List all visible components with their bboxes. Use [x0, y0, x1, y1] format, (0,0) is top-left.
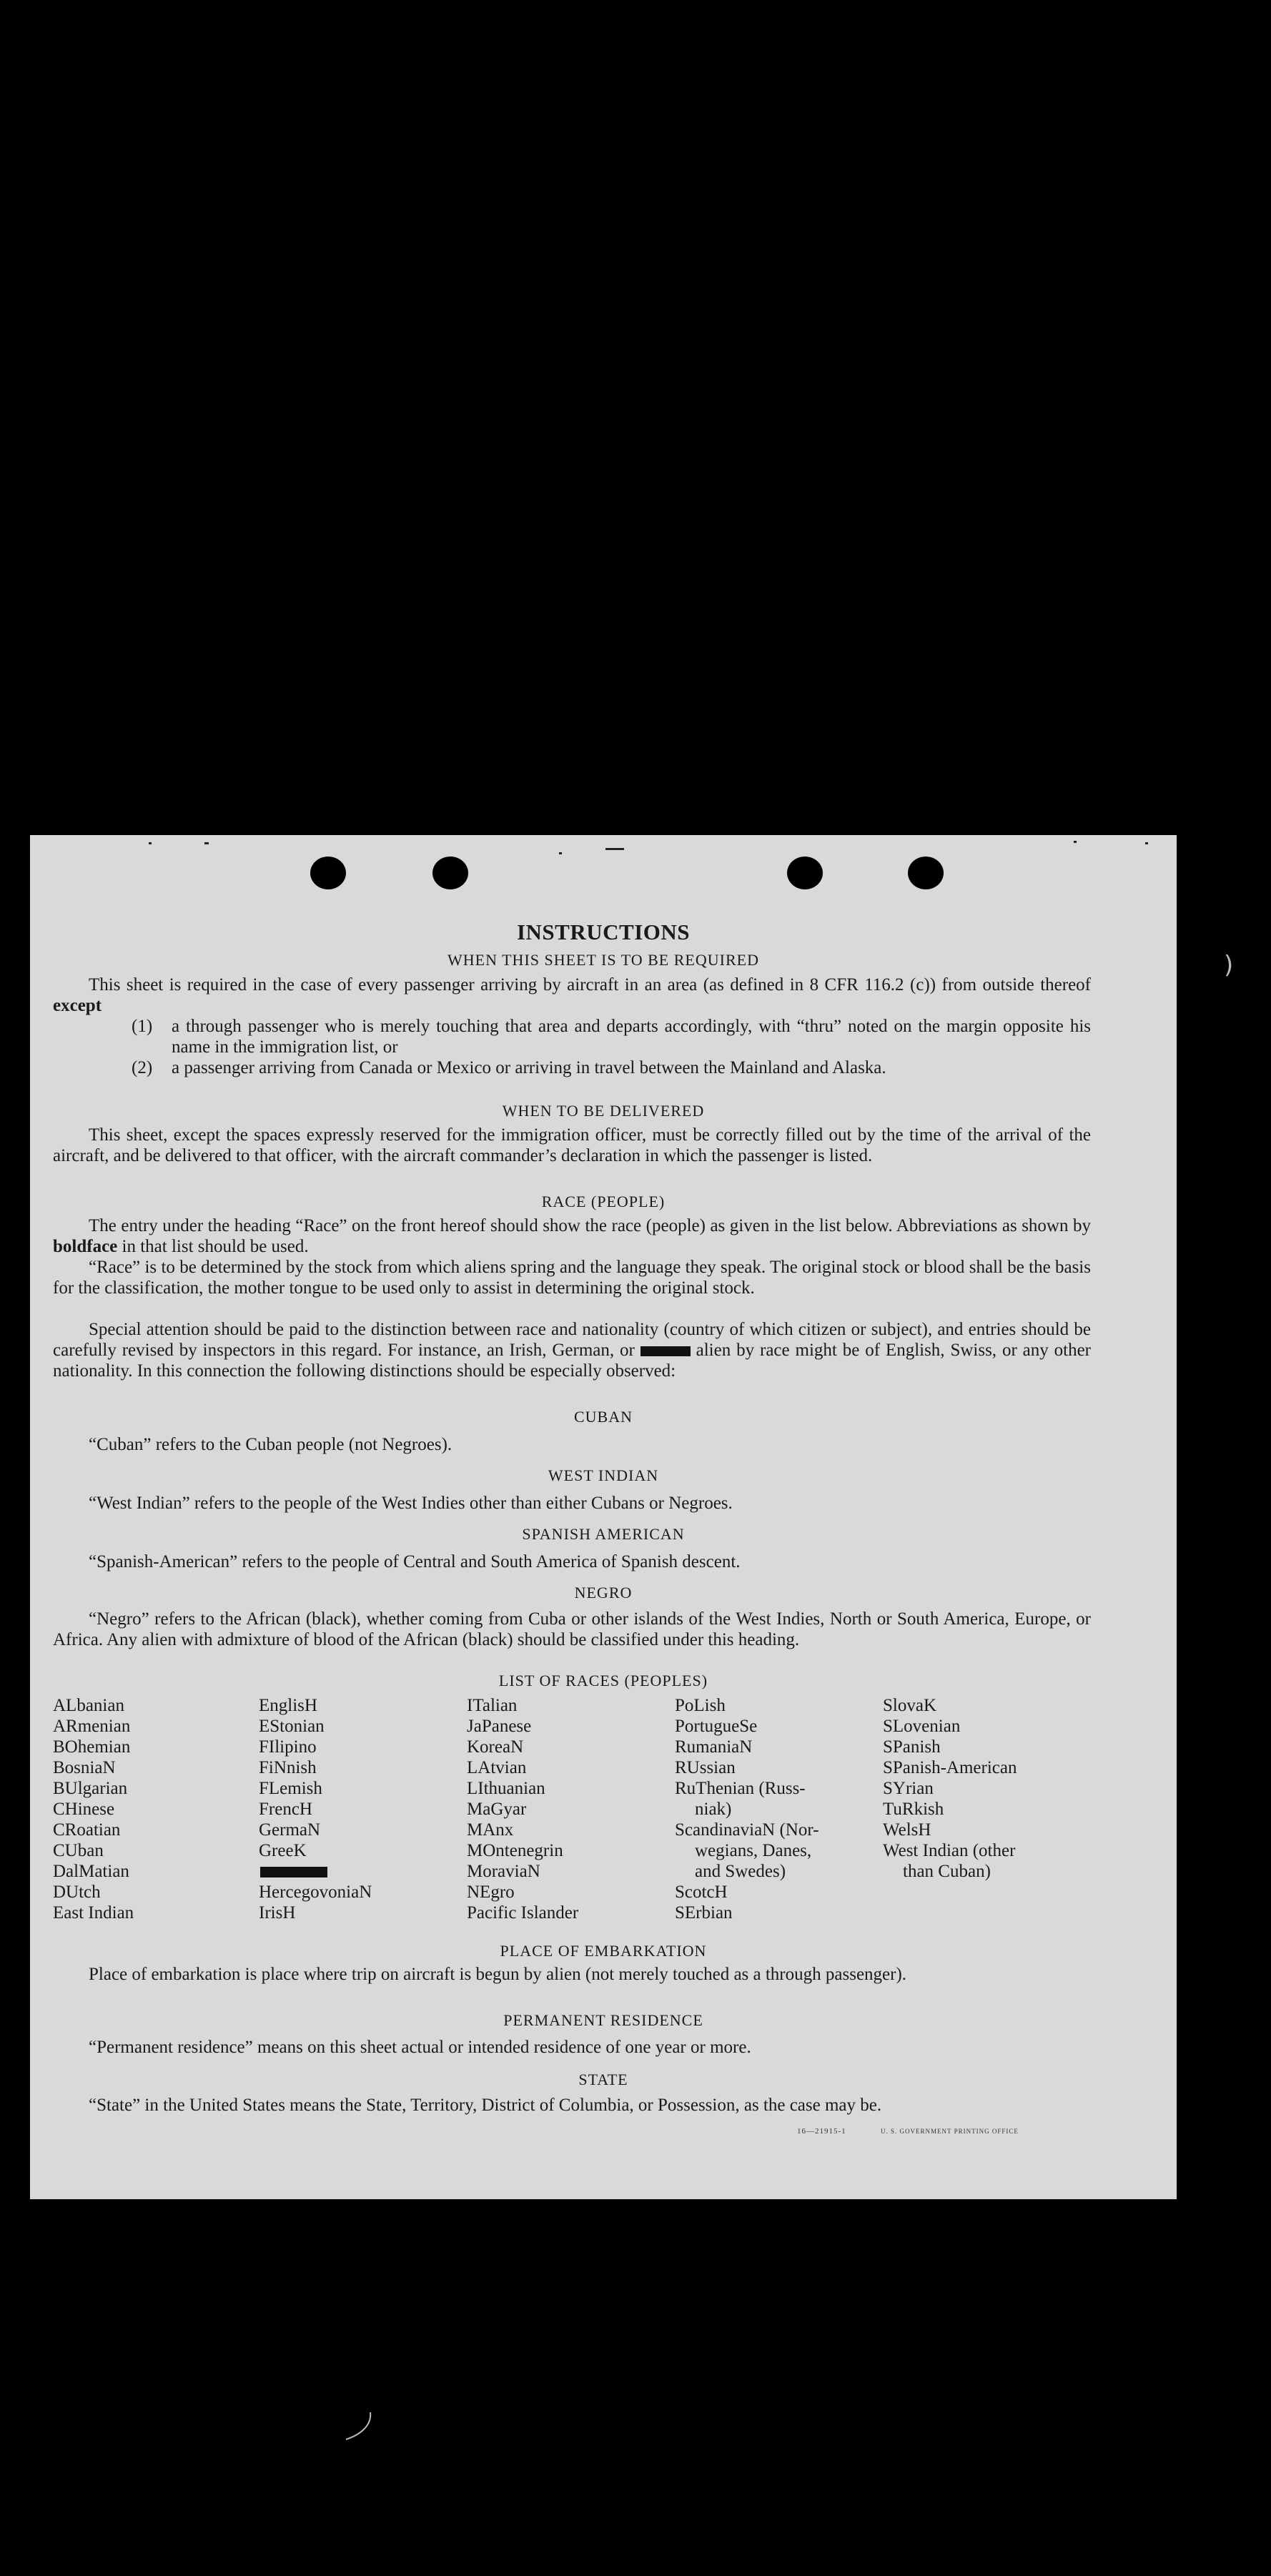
section-heading-permanent-residence: PERMANENT RESIDENCE	[503, 2011, 703, 2029]
race-list-item: IrisH	[259, 1903, 296, 1923]
race-list-column	[53, 1695, 134, 1923]
race-list-item: SLovenian	[883, 1717, 961, 1736]
race-paragraph: “Race” is to be determined by the stock from which aliens spring and the language they speak. The original stock or blood shall be the basis for the classification, the mother tongue to be used only to assist in determining the original stock.	[53, 1258, 1091, 1298]
redaction-mark	[259, 1861, 372, 1882]
race-list-item: MoraviaN	[467, 1862, 540, 1881]
form-number: 16—21915-1	[797, 2127, 846, 2136]
race-list-item: West Indian (other	[883, 1841, 1016, 1860]
section-heading-when-delivered: WHEN TO BE DELIVERED	[502, 1102, 705, 1120]
race-list-item: FiNnish	[259, 1758, 317, 1777]
negro-text: “Negro” refers to the African (black), whether coming from Cuba or other islands of the West Indies, North or South America, Europe, or Africa. Any alien with admixture of blood of the African (black) should be classified under this heading.	[53, 1609, 1091, 1649]
when-required-intro: This sheet is required in the case of every passenger arriving by aircraft in an area (as defined in 8 CFR 116.2 (c)) from outside thereof except	[53, 975, 1091, 1015]
race-list-item: than Cuban)	[903, 1862, 991, 1881]
race-list-item: SErbian	[675, 1903, 733, 1923]
scan-artifact: )	[1224, 951, 1234, 979]
race-list-item: FrencH	[259, 1800, 312, 1819]
redaction-mark	[641, 1346, 691, 1356]
race-list-item: MaGyar	[467, 1800, 527, 1819]
race-list-item: MAnx	[467, 1820, 514, 1840]
race-list-item: MOntenegrin	[467, 1841, 563, 1860]
speck	[559, 852, 562, 854]
race-list-item: DalMatian	[53, 1862, 129, 1881]
punch-hole	[908, 857, 944, 889]
race-list-item: LIthuanian	[467, 1779, 545, 1798]
race-list-item: EnglisH	[259, 1696, 317, 1715]
printer-imprint: U. S. GOVERNMENT PRINTING OFFICE	[881, 2128, 1019, 2135]
section-heading-cuban: CUBAN	[573, 1408, 633, 1426]
document-title: INSTRUCTIONS	[516, 919, 690, 944]
race-list-item: wegians, Danes,	[695, 1841, 812, 1860]
race-list-item: PoLish	[675, 1696, 726, 1715]
speck	[605, 848, 624, 850]
race-list-item: HercegovoniaN	[259, 1882, 372, 1902]
race-list-item: BOhemian	[53, 1737, 131, 1757]
spanish-american-text: “Spanish-American” refers to the people of Central and South America of Spanish descent.	[89, 1552, 741, 1571]
race-list-item: CUban	[53, 1841, 104, 1860]
section-heading-list-of-races: LIST OF RACES (PEOPLES)	[498, 1672, 708, 1689]
race-list-column	[259, 1695, 372, 1923]
race-list-item: RumaniaN	[675, 1737, 753, 1757]
race-list-item: GreeK	[259, 1841, 307, 1860]
section-heading-spanish-american: SPANISH AMERICAN	[522, 1525, 685, 1543]
race-list-item: SPanish	[883, 1737, 941, 1757]
race-paragraph: The entry under the heading “Race” on the front hereof should show the race (people) as given in the list below. Abbreviations as shown by boldface in that list should be used.	[53, 1216, 1091, 1256]
race-list-column	[675, 1695, 819, 1923]
permanent-residence-text: “Permanent residence” means on this sheet actual or intended residence of one year or more.	[89, 2038, 751, 2057]
race-list-item: ScandinaviaN (Nor-	[675, 1820, 819, 1840]
section-heading-west-indian: WEST INDIAN	[548, 1466, 659, 1484]
race-list-item: DUtch	[53, 1882, 101, 1902]
speck	[1074, 841, 1077, 843]
section-heading-place-of-embarkation: PLACE OF EMBARKATION	[500, 1942, 707, 1960]
race-list-item: KoreaN	[467, 1737, 524, 1757]
section-heading-negro: NEGRO	[574, 1584, 633, 1602]
race-list-item: ALbanian	[53, 1696, 124, 1715]
race-list-column	[883, 1695, 1017, 1882]
punch-hole	[787, 857, 823, 889]
race-list-column	[467, 1695, 578, 1923]
race-list-item: FLemish	[259, 1779, 322, 1798]
cuban-text: “Cuban” refers to the Cuban people (not Negroes).	[89, 1435, 452, 1454]
race-list-item: ScotcH	[675, 1882, 728, 1902]
race-list-item: SYrian	[883, 1779, 934, 1798]
race-list-item: ITalian	[467, 1696, 518, 1715]
race-paragraph: Special attention should be paid to the distinction between race and nationality (country of which citizen or subject), and entries should be carefully revised by inspectors in this regard. For instance, an Irish, German, or alien by race might be of English, Swiss, or any other nationality. In this connection the following distinctions should be especially observed:	[53, 1320, 1092, 1381]
race-list-item: SPanish-American	[883, 1758, 1017, 1777]
race-list-item: LAtvian	[467, 1758, 527, 1777]
redaction-bar	[260, 1867, 327, 1877]
speck	[204, 842, 209, 844]
race-list-item: SlovaK	[883, 1696, 936, 1715]
scan-artifact	[342, 2409, 377, 2442]
race-list-item: WelsH	[883, 1820, 931, 1840]
race-list-item: East Indian	[53, 1903, 134, 1923]
race-list-item: RUssian	[675, 1758, 736, 1777]
state-text: “State” in the United States means the State, Territory, District of Columbia, or Possession, as the case may be.	[89, 2096, 882, 2115]
section-heading-state: STATE	[578, 2071, 628, 2088]
speck	[149, 842, 152, 844]
race-list-item: Pacific Islander	[467, 1903, 579, 1923]
speck	[1145, 842, 1148, 844]
race-list-item: TuRkish	[883, 1800, 944, 1819]
race-list-item: NEgro	[467, 1882, 515, 1902]
list-item: (1) a through passenger who is merely touching that area and departs accordingly, with “thru” noted on the margin opposite his name in the immigration list, or	[132, 1017, 1091, 1057]
when-delivered-text: This sheet, except the spaces expressly reserved for the immigration officer, must be correctly filled out by the time of the arrival of the aircraft, and be delivered to that officer, with the aircraft commander’s declaration in which the passenger is listed.	[53, 1125, 1091, 1165]
race-list-item: GermaN	[259, 1820, 321, 1840]
place-of-embarkation-text: Place of embarkation is place where trip on aircraft is begun by alien (not merely touched as a through passenger).	[89, 1965, 907, 1984]
section-heading-when-required: WHEN THIS SHEET IS TO BE REQUIRED	[447, 951, 759, 969]
document-page	[30, 835, 1177, 2199]
section-heading-race: RACE (PEOPLE)	[541, 1193, 666, 1210]
race-list-item: EStonian	[259, 1717, 325, 1736]
punch-hole	[432, 857, 468, 889]
race-list-item: BosniaN	[53, 1758, 116, 1777]
race-list-item: niak)	[695, 1800, 732, 1819]
race-list-item: BUlgarian	[53, 1779, 128, 1798]
race-list-item: CHinese	[53, 1800, 115, 1819]
race-list-item: ARmenian	[53, 1717, 131, 1736]
race-list-item: RuThenian (Russ-	[675, 1779, 806, 1798]
list-item: (2) a passenger arriving from Canada or Mexico or arriving in travel between the Mainland and Alaska.	[132, 1058, 886, 1077]
race-list-item: CRoatian	[53, 1820, 121, 1840]
race-list-item: and Swedes)	[695, 1862, 786, 1881]
race-list-item: FIlipino	[259, 1737, 317, 1757]
west-indian-text: “West Indian” refers to the people of the West Indies other than either Cubans or Negroes.	[89, 1494, 733, 1513]
race-list-item: JaPanese	[467, 1717, 532, 1736]
race-list-item: PortugueSe	[675, 1717, 758, 1736]
punch-hole	[310, 857, 346, 889]
